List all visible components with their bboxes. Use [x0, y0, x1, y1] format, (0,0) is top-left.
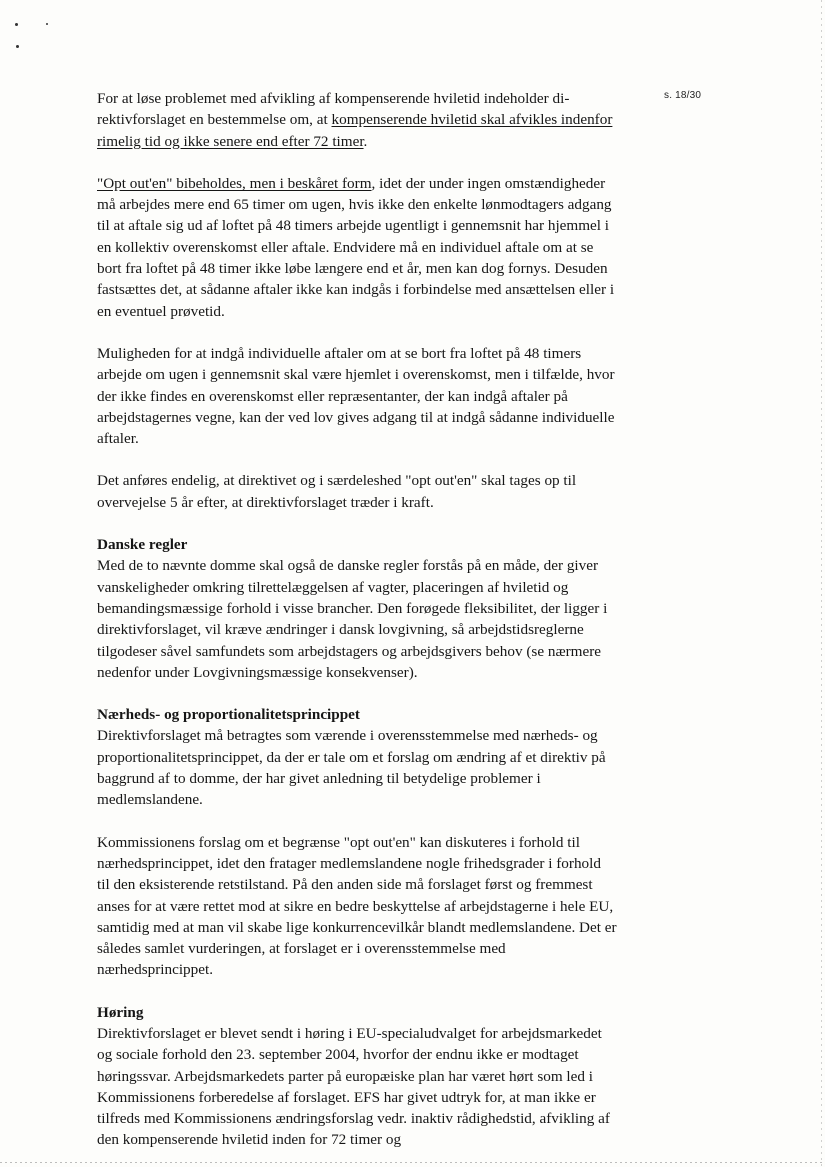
- paragraph-text: For at løse problemet med afvikling af kompenserende hviletid indeholder direktivforslaget en bestemmelse om, at: [97, 90, 570, 129]
- page-number: s. 18/30: [664, 90, 702, 101]
- scan-edge-right: [821, 0, 822, 1167]
- section-heading: Høring: [97, 1003, 144, 1021]
- document-body: [97, 88, 617, 1151]
- paragraph: Muligheden for at indgå individuelle aftaler om at se bort fra loftet på 48 timers arbejde om ugen i gennemsnit skal være hjemlet i overenskomst, men i tilfælde, hvor der ikke findes en overenskomst eller repræsentanter, der kan indgå aftaler på arbejdstagernes vegne, kan der ved lov gives adgang til at indgå sådanne individuelle aftaler.: [97, 344, 615, 448]
- scan-edge-bottom: [0, 1162, 825, 1163]
- paragraph: Det anføres endelig, at direktivet og i særdeleshed "opt out'en" skal tages op til overvejelse 5 år efter, at direktivforslaget træder i kraft.: [97, 472, 577, 511]
- section-text: Kommissionens forslag om et begrænse "opt out'en" kan diskuteres i forhold til nærhedsprincippet, idet den fratager medlemslandene nogle frihedsgrader i forhold til den eksisterende retstilstand. På den anden side må forslaget først og fremmest anses for at være rettet mod at sikre en bedre beskyttelse af arbejdstagerne i hele EU, samtidig med at man vil skabe lige konkurrencevilkår blandt medlemslandene. Det er således samlet vurderingen, at forslaget er i overensstemmelse med nærhedsprincippet.: [97, 833, 617, 979]
- paragraph-text: .: [363, 132, 368, 150]
- underlined-text: kompenserende hviletid skal afvikles indenfor rimelig tid og ikke senere end efter 72 timer: [97, 111, 613, 150]
- section-heading: Danske regler: [97, 536, 188, 554]
- section-text: Direktivforslaget må betragtes som værende i overensstemmelse med nærheds- og proportionalitetsprincippet, da der er tale om et forslag om ændring af et direktiv på baggrund af to domme, der har givet anledning til betydelige problemer i medlemslandene.: [97, 727, 606, 809]
- paragraph: [97, 88, 617, 152]
- paragraph-text: , idet der under ingen omstændigheder må arbejdes mere end 65 timer om ugen, hvis ikke den enkelte lønmodtagers adgang til at aftale sig ud af loftet på 48 timers arbejde ugentligt i gennemsnit har hjemmel i en kollektiv overenskomst eller aftale. Endvidere må en individuel aftale om at se bort fra loftet på 48 timer ikke løbe længere end et år, men kan dog fornys. Desuden fastsættes det, at sådanne aftaler ikke kan indgås i forbindelse med ansættelsen eller i en eventuel prøvetid.: [97, 174, 615, 320]
- scan-speck: [15, 23, 18, 26]
- underlined-text: "Opt out'en" bibeholdes, men i beskåret form: [97, 174, 372, 192]
- section-text: Direktivforslaget er blevet sendt i høring i EU-specialudvalget for arbejdsmarkedet og sociale forhold den 23. september 2004, hvorfor der endnu ikke er modtaget høringssvar. Arbejdsmarkedets parter på europæiske plan har været hørt som led i Kommissionens forberedelse af forslaget. EFS har givet udtryk for, at man ikke er tilfreds med Kommissionens ændringsforslag vedr. inaktiv rådighedstid, afvikling af den kompenserende hviletid inden for 72 timer og: [97, 1024, 610, 1149]
- scan-speck: [16, 45, 19, 48]
- section-text: Med de to nævnte domme skal også de danske regler forstås på en måde, der giver vanskeligheder omkring tilrettelæggelsen af vagter, placeringen af hviletid og bemandingsmæssige forhold i visse brancher. Den forøgede fleksibilitet, der ligger i direktivforslaget, vil kræve ændringer i dansk lovgivning, så arbejdstidsreglerne tilgodeser såvel samfundets som arbejdstagers og arbejdsgivers behov (se nærmere nedenfor under Lovgivningsmæssige konsekvenser).: [97, 557, 608, 681]
- paragraph: [97, 173, 617, 322]
- scan-speck: [46, 23, 48, 25]
- section-heading: Nærheds- og proportionalitetsprincippet: [97, 706, 360, 724]
